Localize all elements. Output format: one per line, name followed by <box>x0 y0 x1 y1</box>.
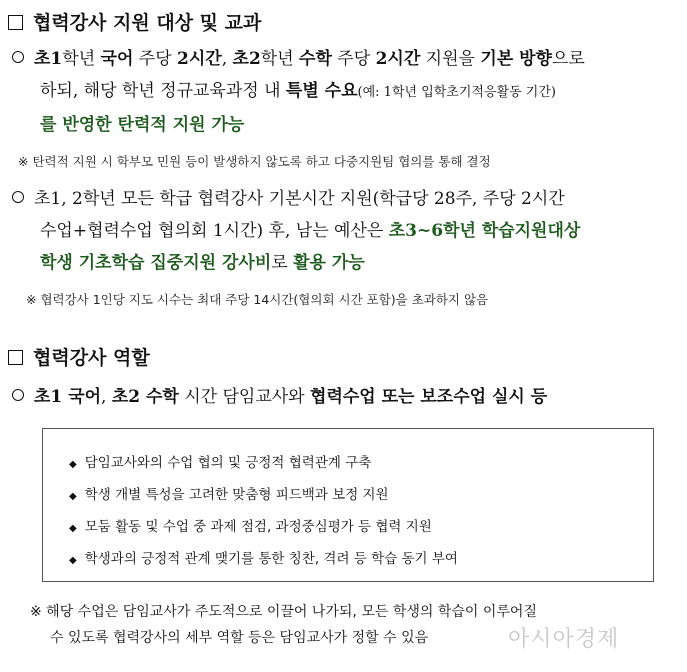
bullet2-line1: 초1, 2학년 모든 학급 협력강사 기본시간 지원(학급당 28주, 주당 2시간 <box>12 184 565 214</box>
roles-box <box>42 428 654 582</box>
bullet1-line2: 하되, 해당 학년 정규교육과정 내 특별 수요(예: 1학년 입학초기적응활동 기간) <box>40 81 556 101</box>
circle-bullet-icon <box>12 51 24 63</box>
footnote-line2: 수 있도록 협력강사의 세부 역할 등은 담임교사가 정할 수 있음 <box>50 630 429 646</box>
note2: ※ 협력강사 1인당 지도 시수는 최대 주당 14시간(협의회 시간 포함)을 초과하지 않음 <box>26 292 489 307</box>
footnote-line1: ※ 해당 수업은 담임교사가 주도적으로 이끌어 나가되, 모든 학생의 학습이 이루어질 <box>30 604 537 620</box>
bullet1-line3: 를 반영한 탄력적 지원 가능 <box>40 115 245 135</box>
list-item: ◆ 모둠 활동 및 수업 중 과제 점검, 과정중심평가 등 협력 지원 <box>69 519 432 535</box>
section2-bullet: 초1 국어, 초2 수학 시간 담임교사와 협력수업 또는 보조수업 실시 등 <box>12 382 547 412</box>
note1: ※ 탄력적 지원 시 학부모 민원 등이 발생하지 않도록 하고 다중지원팀 협의를 통해 결정 <box>18 154 491 169</box>
diamond-bullet-icon: ◆ <box>69 491 77 502</box>
list-item: ◆ 학생 개별 특성을 고려한 맞춤형 피드백과 보정 지원 <box>69 487 389 503</box>
list-item: ◆ 학생과의 긍정적 관계 맺기를 통한 칭찬, 격려 등 학습 동기 부여 <box>69 551 458 567</box>
diamond-bullet-icon: ◆ <box>69 459 77 470</box>
bullet2-line2: 수업+협력수업 협의회 1시간) 후, 남는 예산은 초3~6학년 학습지원대상 <box>40 221 581 241</box>
square-icon <box>8 15 23 30</box>
section2-heading: 협력강사 역할 <box>8 343 150 370</box>
circle-bullet-icon <box>12 191 24 203</box>
section1-heading: 협력강사 지원 대상 및 교과 <box>8 8 261 35</box>
bullet2-line3: 학생 기초학습 집중지원 강사비로 활용 가능 <box>40 253 365 273</box>
square-icon <box>8 350 23 365</box>
circle-bullet-icon <box>12 389 24 401</box>
diamond-bullet-icon: ◆ <box>69 523 77 534</box>
list-item: ◆ 담임교사와의 수업 협의 및 긍정적 협력관계 구축 <box>69 455 372 471</box>
watermark-logo: 아시아경제 <box>508 627 620 652</box>
bullet1-line1: 초1학년 국어 주당 2시간, 초2학년 수학 주당 2시간 지원을 기본 방향으로 <box>12 44 585 74</box>
diamond-bullet-icon: ◆ <box>69 555 77 566</box>
